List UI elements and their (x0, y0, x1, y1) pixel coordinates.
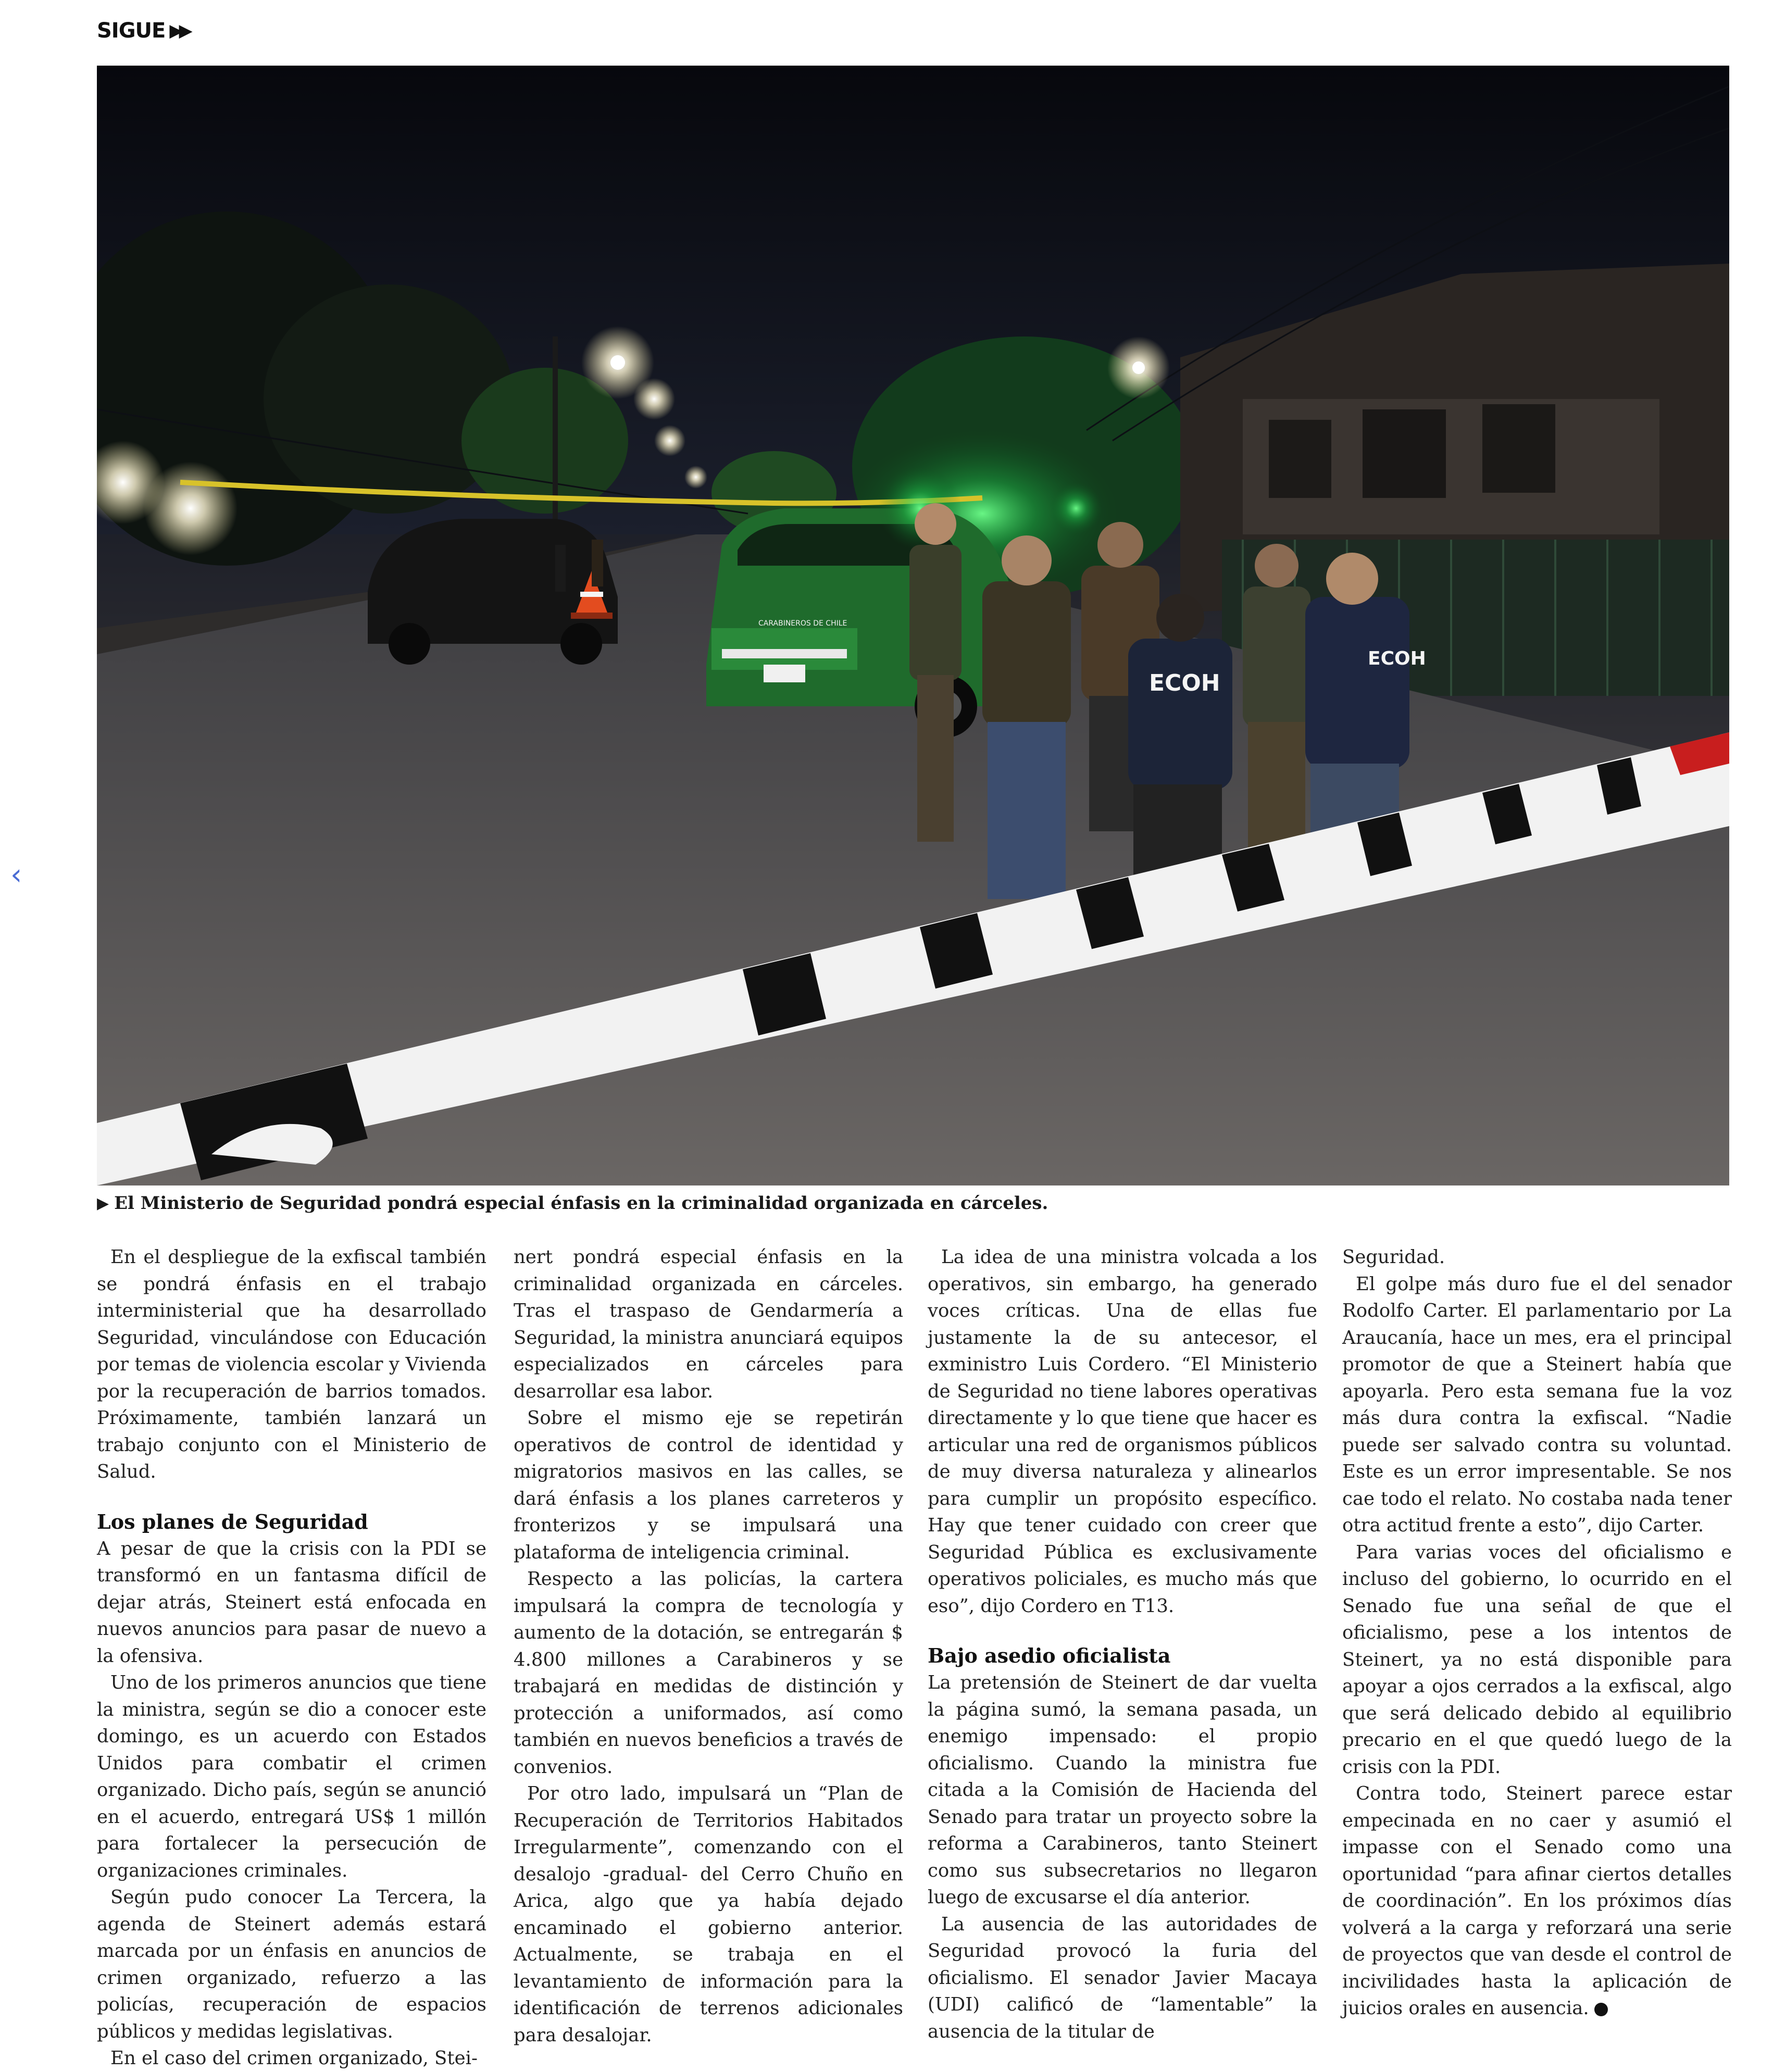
subheading: Los planes de Seguridad (97, 1509, 368, 1533)
vest-lettering-left: ECOH (1149, 670, 1220, 696)
vest-lettering-right: ECOH (1368, 648, 1426, 669)
forward-arrows-icon: ▶▶ (169, 20, 189, 41)
paragraph: Sobre el mismo eje se repetirán operativos de control de identidad y migratorios masivos en las calles, se dará énfasis a los planes carreteros y fronterizos y se impulsará una plataforma de inteligencia criminal. (514, 1407, 903, 1563)
photo-caption (97, 1193, 1729, 1214)
paragraph-final (1342, 1780, 1732, 2022)
section-label (97, 19, 189, 43)
article-column-1 (97, 1244, 486, 2072)
article-column-2 (514, 1244, 903, 2049)
end-of-article-icon (1594, 2003, 1608, 2016)
caption-text: El Ministerio de Seguridad pondrá especial énfasis en la criminalidad organizada en cárceles. (114, 1193, 1048, 1214)
paragraph: A pesar de que la crisis con la PDI se transformó en un fantasma difícil de dejar atrás, Steinert está enfocada en nuevos anuncios para pasar de nuevo a la ofensiva. (97, 1538, 486, 1667)
vehicle-lettering: CARABINEROS DE CHILE (758, 619, 847, 628)
paragraph: Por otro lado, impulsará un “Plan de Recuperación de Territorios Habitados Irregularmente”, comenzando con el desalojo -gradual- del Cerro Chuño en Arica, algo que ya había dejado encaminado el gobierno anterior. Actualmente, se trabaja en el levantamiento de información para la identificación de terrenos adicionales para desalojar. (514, 1783, 903, 2046)
paragraph: Respecto a las policías, la cartera impulsará la compra de tecnología y aumento de la dotación, se entregarán $ 4.800 millones a Carabineros y se trabajará en medidas de distinción y protección a uniformados, así como también en nuevos beneficios a través de convenios. (514, 1568, 903, 1778)
paragraph: En el despliegue de la exfiscal también se pondrá énfasis en el trabajo interministerial que ha desarrollado Seguridad, vinculándose con Educación por temas de violencia escolar y Vivienda por la recuperación de barrios tomados. Próximamente, también lanzará un trabajo conjunto con el Ministerio de Salud. (97, 1246, 486, 1482)
paragraph-text: Contra todo, Steinert parece estar empecinada en no caer y asumió el impasse con el Senado como una oportunidad “para afinar ciertos detalles de coordinación”. En los próximos días volverá a la carga y reforzará una serie de proyectos que van desde el control de incivilidades hasta la aplicación de juicios orales en ausencia. (1342, 1783, 1732, 2019)
article-column-3 (928, 1244, 1317, 2045)
paragraph: En el caso del crimen organizado, Stei- (110, 2048, 478, 2069)
paragraph: La ausencia de las autoridades de Seguridad provocó la furia del oficialismo. El senador Javier Macaya (UDI) calificó de “lamentable” la ausencia de la titular de (928, 1913, 1317, 2042)
caption-marker-icon: ▶ (97, 1194, 109, 1213)
previous-page-icon[interactable]: ‹ (10, 858, 22, 892)
paragraph: La pretensión de Steinert de dar vuelta la página sumó, la semana pasada, un enemigo impensado: el propio oficialismo. Cuando la ministra fue citada a la Comisión de Hacienda del Senado para tratar un proyecto sobre la reforma a Carabineros, tanto Steinert como sus subsecretarios no llegaron luego de excusarse el día anterior. (928, 1672, 1317, 1908)
subheading: Bajo asedio oficialista (928, 1644, 1171, 1667)
paragraph: La idea de una ministra volcada a los operativos, sin embargo, ha generado voces críticas. Una de ellas fue justamente la de su antecesor, el exministro Luis Cordero. “El Ministerio de Seguridad no tiene labores operativas directamente y lo que tiene que hacer es articular una red de organismos públicos de muy diversa naturaleza y alinearlos para cumplir un propósito específico. Hay que tener cuidado con creer que Seguridad Pública es exclusivamente operativos policiales, es mucho más que eso”, dijo Cordero en T13. (928, 1246, 1317, 1617)
paragraph: Uno de los primeros anuncios que tiene la ministra, según se dio a conocer este domingo, es un acuerdo con Estados Unidos para combatir el crimen organizado. Dicho país, según se anunció en el acuerdo, entregará US$ 1 millón para fortalecer la persecución de organizaciones criminales. (97, 1672, 486, 1881)
paragraph: Para varias voces del oficialismo e incluso del gobierno, lo ocurrido en el Senado fue una señal de que el oficialismo, pese a los intentos de Steinert, ya no está disponible para apoyar a ojos cerrados a la exfiscal, algo que será delicado debido al equilibrio precario en el que quedó luego de la crisis con la PDI. (1342, 1541, 1732, 1778)
paragraph: Seguridad. (1342, 1246, 1445, 1268)
paragraph: nert pondrá especial énfasis en la criminalidad organizada en cárceles. Tras el traspaso de Gendarmería a Seguridad, la ministra anunciará equipos especializados en cárceles para desarrollar esa labor. (514, 1246, 903, 1402)
article-column-4 (1342, 1244, 1732, 2022)
paragraph: Según pudo conocer La Tercera, la agenda de Steinert además estará marcada por un énfasis en anuncios de crimen organizado, refuerzo a las policías, recuperación de espacios públicos y medidas legislativas. (97, 1887, 486, 2042)
section-label-text: SIGUE (97, 19, 166, 43)
article-body (97, 1244, 1732, 2069)
news-photo (97, 66, 1729, 1185)
paragraph: El golpe más duro fue el del senador Rodolfo Carter. El parlamentario por La Araucanía, hace un mes, era el principal promotor de que a Steinert había que apoyarla. Pero esta semana fue la voz más dura contra la exfiscal. “Nadie puede ser salvado contra su voluntad. Este es un error impresentable. Se nos cae todo el relato. No costaba nada tener otra actitud frente a esto”, dijo Carter. (1342, 1273, 1732, 1536)
crime-scene-illustration (97, 66, 1729, 1185)
